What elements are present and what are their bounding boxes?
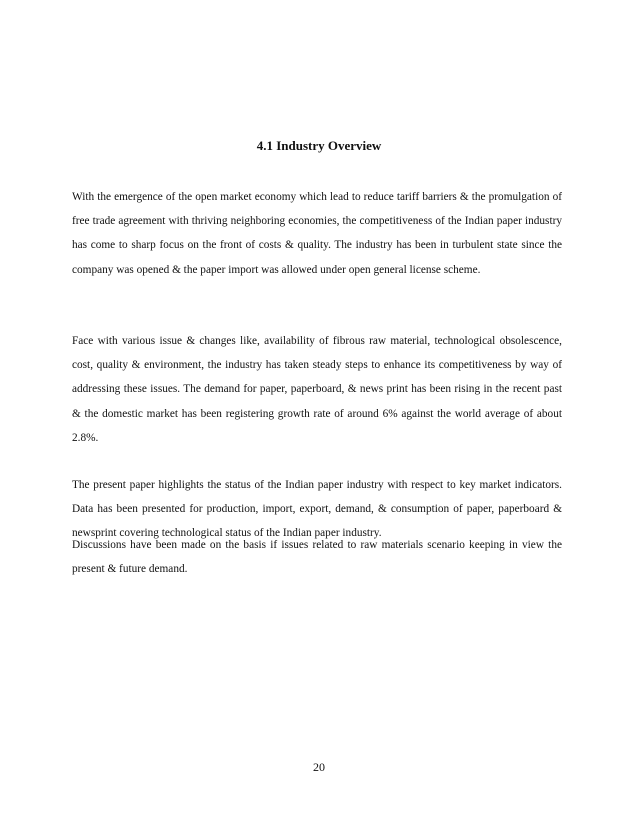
page-number: 20 [313,760,325,774]
paragraph-3: The present paper highlights the status of the Indian paper industry with respect to key market indicators. Data has been presented for production, import, export, demand, & consumption of paper, paperboard & newsprint covering technological status of the Indian paper industry. [72,479,562,540]
paragraph-4: Discussions have been made on the basis if issues related to raw materials scenario keeping in view the present & future demand. [72,539,562,576]
section-title: 4.1 Industry Overview [256,138,382,153]
paragraph-2: Face with various issue & changes like, availability of fibrous raw material, technological obsolescence, cost, quality & environment, the industry has taken steady steps to enhance its competitiveness by way of addressing these issues. The demand for paper, paperboard, & news print has been rising in the recent past & the domestic market has been registering growth rate of around 6% against the world average of about 2.8%. [72,335,562,444]
paragraph-1: With the emergence of the open market economy which lead to reduce tariff barriers & the promulgation of free trade agreement with thriving neighboring economies, the competitiveness of the Indian paper industry has come to sharp focus on the front of costs & quality. The industry has been in turbulent state since the company was opened & the paper import was allowed under open general license scheme. [72,191,562,276]
